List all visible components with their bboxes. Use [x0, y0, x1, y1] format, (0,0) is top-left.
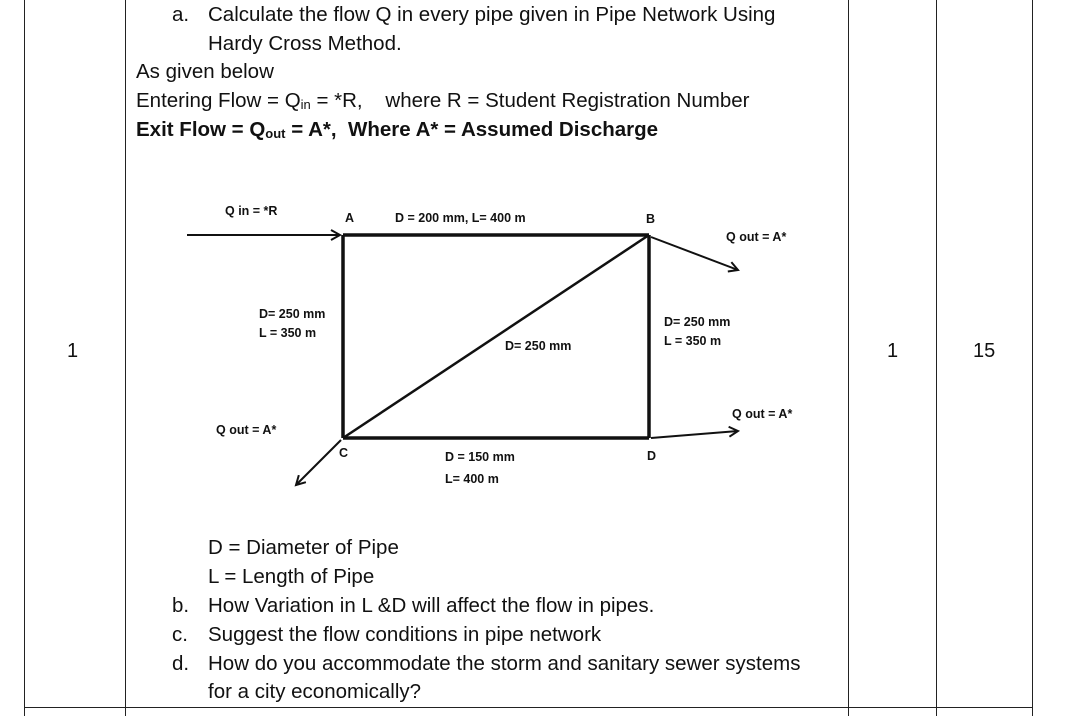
label-node-a: A: [345, 211, 355, 225]
item-c-label: c.: [172, 623, 188, 646]
label-q-out-c: Q out = A*: [216, 423, 277, 437]
marks: 15: [973, 340, 996, 362]
outflow-arrow-d: [651, 431, 738, 438]
label-pipe-ac-d: D= 250 mm: [259, 307, 326, 321]
label-q-out-d: Q out = A*: [732, 407, 793, 421]
label-q-in: Q in = *R: [225, 204, 278, 218]
item-c: Suggest the flow conditions in pipe network: [208, 623, 602, 646]
item-d-label: d.: [172, 652, 190, 675]
exit-flow-sub: out: [265, 126, 286, 141]
item-d-line1: How do you accommodate the storm and sanitary sewer systems: [208, 652, 801, 675]
outflow-arrow-c: [296, 440, 341, 485]
label-node-d: D: [647, 449, 657, 463]
legend-diameter: D = Diameter of Pipe: [208, 536, 399, 559]
label-node-c: C: [339, 446, 349, 460]
label-pipe-cd-d: D = 150 mm: [445, 450, 515, 464]
label-node-b: B: [646, 212, 656, 226]
legend-length: L = Length of Pipe: [208, 565, 375, 588]
label-pipe-bc: D= 250 mm: [505, 339, 572, 353]
label-pipe-ac-l: L = 350 m: [259, 326, 317, 340]
pipe-bc: [343, 235, 649, 438]
item-a-line1: Calculate the flow Q in every pipe given in Pipe Network Using: [208, 3, 776, 26]
label-pipe-bd-d: D= 250 mm: [664, 315, 731, 329]
item-a-label: a.: [172, 3, 190, 26]
question-number: 1: [67, 340, 79, 362]
entering-flow-prefix: Entering Flow = Q: [136, 89, 301, 112]
label-pipe-bd-l: L = 350 m: [664, 334, 722, 348]
label-pipe-cd-l: L= 400 m: [445, 472, 499, 486]
item-b-label: b.: [172, 594, 190, 617]
label-pipe-ab: D = 200 mm, L= 400 m: [395, 211, 526, 225]
entering-flow-sub: in: [300, 97, 311, 112]
item-a-line2: Hardy Cross Method.: [208, 32, 402, 55]
given-below: As given below: [136, 60, 274, 83]
outflow-arrow-b: [651, 237, 738, 270]
item-d-line2: for a city economically?: [208, 680, 422, 703]
exit-flow-suffix: = A*, Where A* = Assumed Discharge: [285, 118, 659, 141]
label-q-out-b: Q out = A*: [726, 230, 787, 244]
item-b: How Variation in L &D will affect the flow in pipes.: [208, 594, 655, 617]
exit-flow-prefix: Exit Flow = Q: [136, 118, 266, 141]
entering-flow-suffix: = *R, where R = Student Registration Number: [310, 89, 750, 112]
course-outcome: 1: [887, 340, 899, 362]
